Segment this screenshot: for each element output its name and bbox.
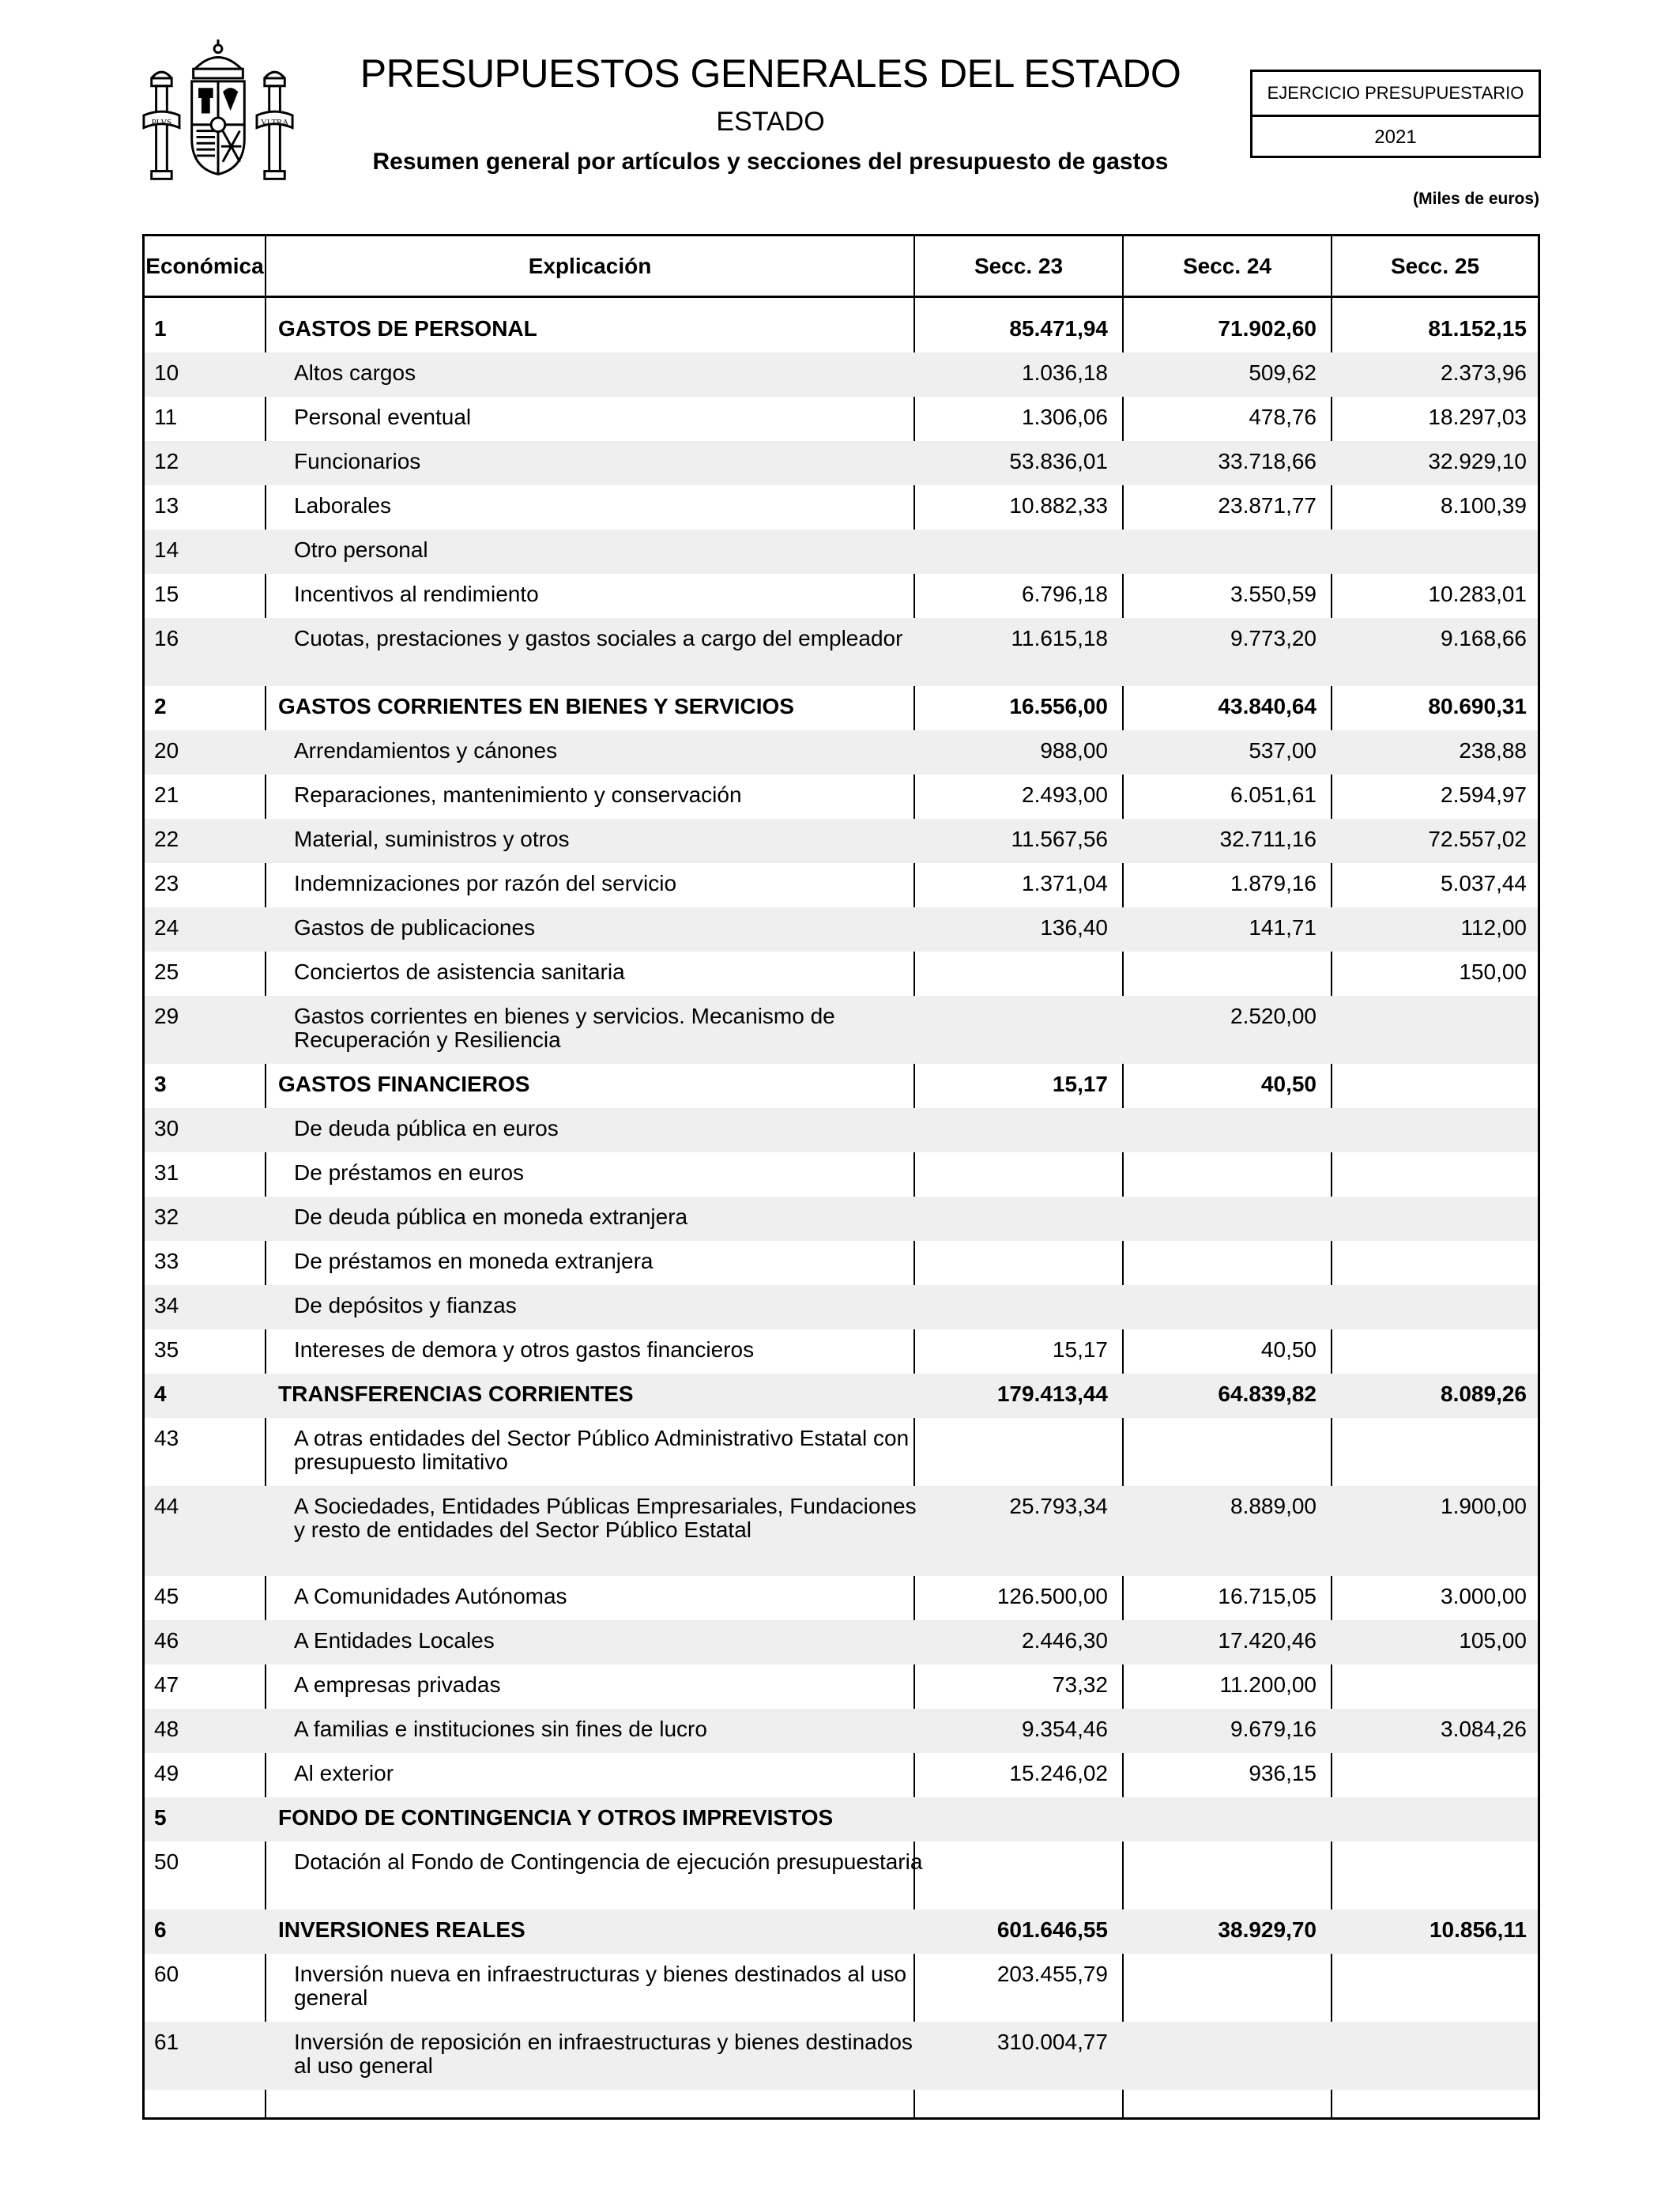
table-row (145, 730, 1538, 775)
table-row (145, 1486, 1538, 1576)
table-row (145, 485, 1538, 530)
row-explicacion: Reparaciones, mantenimiento y conservación (294, 782, 742, 807)
table-row (145, 574, 1538, 618)
table-row (145, 1152, 1538, 1197)
chapter-row (145, 1797, 1538, 1842)
row-code: 21 (154, 782, 179, 807)
row-explicacion: FONDO DE CONTINGENCIA Y OTROS IMPREVISTOS (278, 1805, 834, 1830)
chapter-row (145, 1909, 1538, 1954)
row-secc-25: 18.297,03 (1428, 405, 1527, 429)
row-explicacion: Intereses de demora y otros gastos financieros (294, 1337, 755, 1362)
row-secc-25: 150,00 (1459, 959, 1527, 984)
row-code: 61 (154, 2030, 179, 2054)
header-secc-25: Secc. 25 (1390, 253, 1480, 278)
row-secc-25: 1.900,00 (1441, 1494, 1527, 1518)
row-explicacion: A otras entidades del Sector Público Administrativo Estatal con presupuesto limitativo (294, 1426, 910, 1474)
row-secc-23: 11.567,56 (1011, 827, 1108, 851)
table-row (145, 397, 1538, 441)
row-secc-23: 15,17 (1052, 1072, 1108, 1096)
row-code: 6 (154, 1917, 167, 1942)
row-secc-25: 10.856,11 (1429, 1917, 1527, 1942)
chapter-row (145, 686, 1538, 730)
row-secc-24: 3.550,59 (1230, 582, 1317, 606)
row-secc-25: 10.283,01 (1428, 582, 1527, 606)
header-economica: Económica (145, 253, 264, 278)
row-explicacion: TRANSFERENCIAS CORRIENTES (278, 1382, 634, 1406)
row-explicacion: Arrendamientos y cánones (294, 738, 558, 763)
row-code: 44 (154, 1494, 179, 1518)
row-code: 3 (154, 1072, 167, 1096)
row-secc-24: 509,62 (1249, 360, 1317, 385)
table-row (145, 1664, 1538, 1709)
row-explicacion: A Sociedades, Entidades Públicas Empresariales, Fundaciones y resto de entidades del Sector Público Estatal (294, 1494, 917, 1542)
row-code: 5 (154, 1805, 167, 1830)
header-secc-23: Secc. 23 (974, 253, 1064, 278)
row-secc-24: 141,71 (1249, 915, 1317, 940)
row-secc-23: 85.471,94 (1009, 316, 1108, 341)
row-code: 47 (154, 1672, 179, 1697)
row-explicacion: A familias e instituciones sin fines de lucro (294, 1717, 707, 1741)
row-secc-23: 136,40 (1040, 915, 1108, 940)
page-subtitle: ESTADO (716, 107, 825, 137)
row-secc-23: 203.455,79 (996, 1962, 1108, 1986)
row-secc-24: 32.711,16 (1219, 827, 1317, 851)
row-code: 33 (154, 1249, 179, 1273)
row-explicacion: De depósitos y fianzas (294, 1293, 517, 1318)
table-row (145, 775, 1538, 819)
row-explicacion: A Entidades Locales (294, 1628, 495, 1653)
table-row (145, 1418, 1538, 1486)
table-row (145, 996, 1538, 1064)
table-row (145, 863, 1538, 907)
table-row (145, 907, 1538, 952)
row-secc-25: 9.168,66 (1441, 626, 1527, 650)
chapter-row (145, 308, 1538, 352)
row-explicacion: Gastos corrientes en bienes y servicios. Mecanismo de Recuperación y Resiliencia (294, 1004, 835, 1052)
row-explicacion: De préstamos en euros (294, 1160, 525, 1185)
row-code: 60 (154, 1962, 179, 1986)
row-secc-25: 8.100,39 (1441, 493, 1527, 518)
row-secc-24: 537,00 (1249, 738, 1317, 763)
row-code: 1 (154, 316, 167, 341)
row-secc-24: 40,50 (1260, 1072, 1317, 1096)
row-secc-25: 2.594,97 (1441, 782, 1527, 807)
row-explicacion: Conciertos de asistencia sanitaria (294, 959, 625, 984)
row-secc-23: 10.882,33 (1009, 493, 1108, 518)
table-row (145, 1329, 1538, 1374)
row-secc-23: 15,17 (1052, 1337, 1108, 1362)
crest-motto-right: VLTRA (261, 117, 288, 127)
row-explicacion: A Comunidades Autónomas (294, 1584, 567, 1608)
row-secc-23: 988,00 (1040, 738, 1108, 763)
row-explicacion: GASTOS CORRIENTES EN BIENES Y SERVICIOS (278, 694, 794, 718)
row-secc-23: 310.004,77 (996, 2030, 1108, 2054)
row-secc-25: 80.690,31 (1428, 694, 1527, 718)
row-secc-24: 1.879,16 (1230, 871, 1317, 895)
row-explicacion: Altos cargos (294, 360, 416, 385)
ejercicio-box (1250, 70, 1541, 158)
row-secc-23: 16.556,00 (1009, 694, 1108, 718)
row-secc-23: 53.836,01 (1009, 449, 1108, 473)
header-explicacion: Explicación (528, 253, 652, 278)
row-code: 12 (154, 449, 179, 473)
row-secc-25: 3.084,26 (1441, 1717, 1527, 1741)
table-row (145, 1709, 1538, 1753)
table-row (145, 352, 1538, 397)
row-secc-24: 16.715,05 (1218, 1584, 1317, 1608)
row-explicacion: Laborales (294, 493, 391, 518)
table-row (145, 1753, 1538, 1797)
row-explicacion: GASTOS FINANCIEROS (278, 1072, 530, 1096)
row-secc-25: 238,88 (1459, 738, 1527, 763)
row-explicacion: Funcionarios (294, 449, 421, 473)
row-secc-25: 2.373,96 (1441, 360, 1527, 385)
title-block (316, 49, 1225, 180)
row-code: 48 (154, 1717, 179, 1741)
row-secc-24: 38.929,70 (1218, 1917, 1317, 1942)
table-row (145, 1576, 1538, 1620)
row-explicacion: Al exterior (294, 1761, 394, 1785)
row-code: 10 (154, 360, 179, 385)
row-secc-24: 40,50 (1260, 1337, 1317, 1362)
row-secc-23: 6.796,18 (1022, 582, 1108, 606)
row-secc-24: 71.902,60 (1218, 316, 1317, 341)
row-code: 2 (154, 694, 167, 718)
row-code: 32 (154, 1204, 179, 1229)
row-code: 14 (154, 537, 179, 562)
row-code: 29 (154, 1004, 179, 1028)
row-explicacion: Otro personal (294, 537, 428, 562)
row-secc-23: 11.615,18 (1011, 626, 1108, 650)
row-secc-23: 179.413,44 (996, 1382, 1108, 1406)
row-explicacion: Indemnizaciones por razón del servicio (294, 871, 677, 895)
row-explicacion: Inversión nueva en infraestructuras y bienes destinados al uso general (294, 1962, 907, 2010)
row-secc-24: 17.420,46 (1218, 1628, 1317, 1653)
row-secc-24: 9.679,16 (1230, 1717, 1317, 1741)
row-code: 25 (154, 959, 179, 984)
row-secc-24: 43.840,64 (1218, 694, 1317, 718)
row-secc-24: 11.200,00 (1219, 1672, 1317, 1697)
table-row (145, 1842, 1538, 1909)
ejercicio-label: EJERCICIO PRESUPUESTARIO (1252, 72, 1539, 117)
row-secc-24: 2.520,00 (1230, 1004, 1317, 1028)
table-row (145, 819, 1538, 863)
table-body (145, 298, 1538, 2090)
row-secc-25: 3.000,00 (1441, 1584, 1527, 1608)
row-explicacion: INVERSIONES REALES (278, 1917, 525, 1942)
units-label: (Miles de euros) (1413, 190, 1539, 208)
row-secc-25: 72.557,02 (1428, 827, 1527, 851)
row-secc-23: 1.306,06 (1022, 405, 1108, 429)
row-code: 11 (154, 405, 178, 429)
row-secc-24: 6.051,61 (1230, 782, 1317, 807)
row-explicacion: Dotación al Fondo de Contingencia de ejecución presupuestaria (294, 1849, 923, 1874)
row-code: 24 (154, 915, 179, 940)
row-secc-24: 478,76 (1249, 405, 1317, 429)
table-row (145, 1197, 1538, 1241)
row-secc-23: 73,32 (1052, 1672, 1108, 1697)
row-code: 22 (154, 827, 179, 851)
table-row (145, 1954, 1538, 2022)
row-code: 20 (154, 738, 179, 763)
row-code: 23 (154, 871, 179, 895)
row-secc-23: 25.793,34 (1009, 1494, 1108, 1518)
row-code: 43 (154, 1426, 179, 1450)
row-secc-24: 33.718,66 (1218, 449, 1317, 473)
row-code: 15 (154, 582, 179, 606)
row-secc-23: 2.493,00 (1022, 782, 1108, 807)
row-code: 45 (154, 1584, 179, 1608)
row-secc-25: 32.929,10 (1428, 449, 1527, 473)
row-secc-23: 126.500,00 (996, 1584, 1108, 1608)
table-row (145, 441, 1538, 485)
row-explicacion: A empresas privadas (294, 1672, 501, 1697)
row-explicacion: Inversión de reposición en infraestructuras y bienes destinados al uso general (294, 2030, 913, 2078)
row-secc-23: 1.036,18 (1022, 360, 1108, 385)
row-explicacion: Cuotas, prestaciones y gastos sociales a cargo del empleador (294, 626, 903, 650)
page-summary: Resumen general por artículos y secciones del presupuesto de gastos (372, 149, 1169, 175)
header-secc-24: Secc. 24 (1182, 253, 1272, 278)
row-secc-24: 9.773,20 (1230, 626, 1317, 650)
table-row (145, 2022, 1538, 2090)
crest-motto-left: PLVS (151, 117, 172, 127)
row-secc-25: 5.037,44 (1441, 871, 1527, 895)
row-secc-25: 8.089,26 (1441, 1382, 1527, 1406)
row-secc-24: 8.889,00 (1230, 1494, 1317, 1518)
table-row (145, 1108, 1538, 1152)
row-code: 35 (154, 1337, 179, 1362)
row-code: 34 (154, 1293, 179, 1318)
row-secc-23: 9.354,46 (1022, 1717, 1108, 1741)
table-row (145, 530, 1538, 574)
row-secc-23: 15.246,02 (1009, 1761, 1108, 1785)
coat-of-arms-icon (141, 38, 296, 193)
row-secc-25: 105,00 (1459, 1628, 1527, 1653)
row-code: 49 (154, 1761, 179, 1785)
page-title: PRESUPUESTOS GENERALES DEL ESTADO (360, 51, 1181, 96)
row-explicacion: De deuda pública en euros (294, 1116, 559, 1140)
ejercicio-year: 2021 (1374, 126, 1417, 148)
chapter-row (145, 1064, 1538, 1108)
table-row (145, 952, 1538, 996)
row-secc-23: 2.446,30 (1022, 1628, 1108, 1653)
row-code: 30 (154, 1116, 179, 1140)
row-code: 31 (154, 1160, 179, 1185)
row-code: 50 (154, 1849, 179, 1874)
table-row (145, 1241, 1538, 1285)
row-code: 13 (154, 493, 179, 518)
row-explicacion: Material, suministros y otros (294, 827, 570, 851)
row-secc-24: 936,15 (1249, 1761, 1317, 1785)
row-explicacion: Incentivos al rendimiento (294, 582, 539, 606)
row-secc-23: 1.371,04 (1022, 871, 1108, 895)
row-explicacion: GASTOS DE PERSONAL (278, 316, 537, 341)
row-secc-25: 112,00 (1460, 915, 1527, 940)
row-explicacion: De deuda pública en moneda extranjera (294, 1204, 688, 1229)
row-secc-23: 601.646,55 (996, 1917, 1108, 1942)
row-code: 46 (154, 1628, 179, 1653)
table-row (145, 1285, 1538, 1329)
row-explicacion: Gastos de publicaciones (294, 915, 536, 940)
table-row (145, 1620, 1538, 1664)
budget-table (142, 234, 1540, 2120)
table-header (145, 236, 1538, 298)
row-secc-24: 64.839,82 (1218, 1382, 1317, 1406)
row-explicacion: Personal eventual (294, 405, 472, 429)
table-row (145, 618, 1538, 686)
row-code: 4 (154, 1382, 167, 1406)
row-explicacion: De préstamos en moneda extranjera (294, 1249, 654, 1273)
row-secc-24: 23.871,77 (1218, 493, 1317, 518)
row-secc-25: 81.152,15 (1428, 316, 1527, 341)
chapter-row (145, 1374, 1538, 1418)
row-code: 16 (154, 626, 179, 650)
